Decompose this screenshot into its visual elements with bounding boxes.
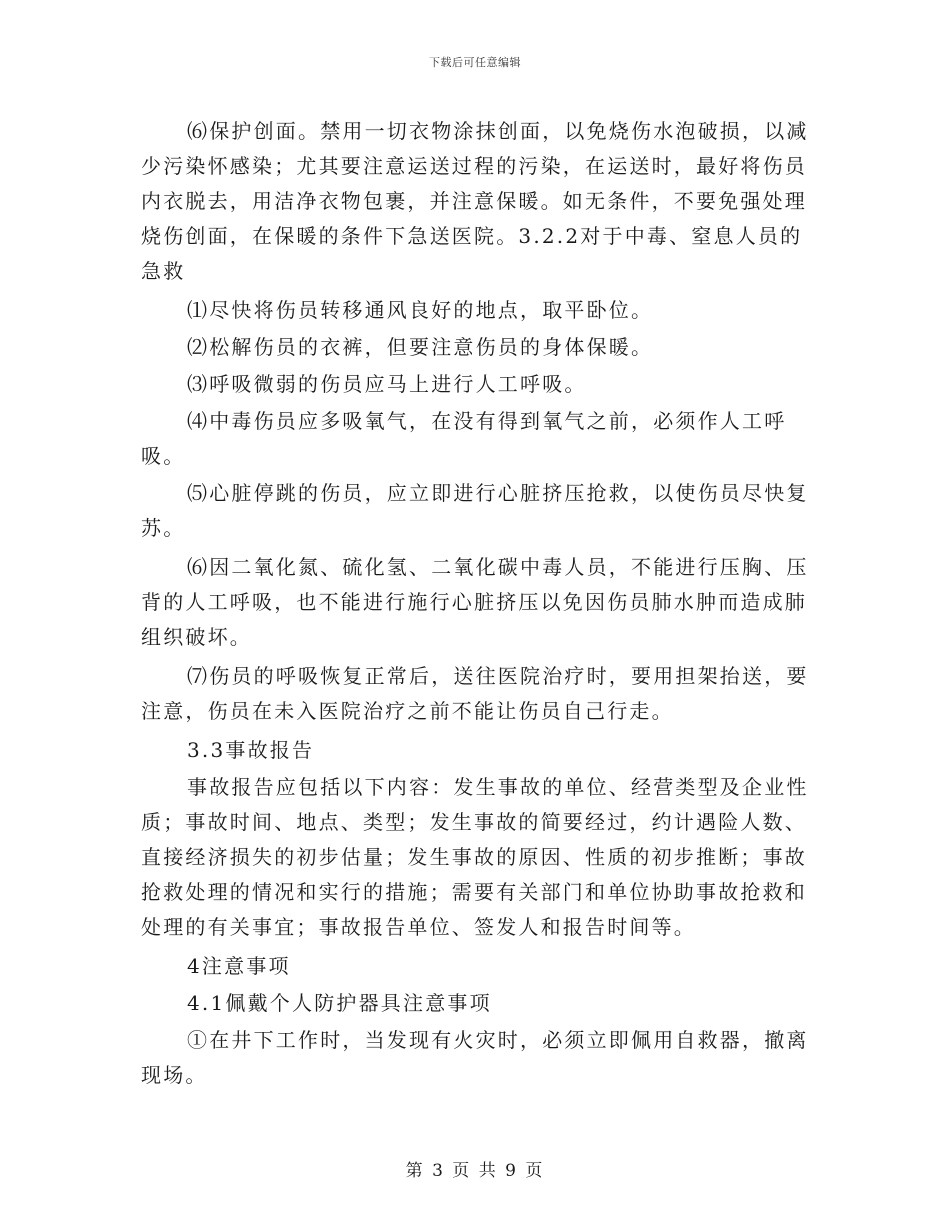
page-header: 下载后可任意编辑: [429, 56, 521, 69]
paragraph-item-4: ⑷中毒伤员应多吸氧气，在没有得到氧气之前，必须作人工呼吸。: [141, 409, 787, 468]
page-number: 第 3 页 共 9 页: [405, 1161, 545, 1181]
paragraph-item-7: ⑺伤员的呼吸恢复正常后，送往医院治疗时，要用担架抬送，要注意，伤员在未入医院治疗之前不能让伤员自己行走。: [141, 664, 809, 723]
paragraph-item-6: ⑹因二氧化氮、硫化氢、二氧化碳中毒人员，不能进行压胸、压背的人工呼吸，也不能进行施行心脏挤压以免因伤员肺水肿而造成肺组织破坏。: [141, 555, 809, 649]
paragraph-item-1: ⑴尽快将伤员转移通风良好的地点，取平卧位。: [187, 298, 654, 322]
paragraph-accident-report: 事故报告应包括以下内容：发生事故的单位、经营类型及企业性质；事故时间、地点、类型；发生事故的简要经过，约计遇险人数、直接经济损失的初步估量；发生事故的原因、性质的初步推断；事故抢救处理的情况和实行的措施；需要有关部门和单位协助事故抢救和处理的有关事宜；事故报告单位、签发人和报告时间等。: [141, 775, 809, 939]
subsection-heading-ppe: 4.1佩戴个人防护器具注意事项: [187, 991, 492, 1015]
paragraph-item-2: ⑵松解伤员的衣裤，但要注意伤员的身体保暖。: [187, 335, 654, 359]
paragraph-ppe-item-1: ①在井下工作时，当发现有火灾时，必须立即佩用自救器，撤离现场。: [141, 1028, 809, 1087]
document-body: [141, 114, 821, 1097]
paragraph-burn-wound-protection: ⑹保护创面。禁用一切衣物涂抹创面，以免烧伤水泡破损，以减少污染怀感染；尤其要注意运送过程的污染，在运送时，最好将伤员内衣脱去，用洁净衣物包裹，并注意保暖。如无条件，不要免强处理烧伤创面，在保暖的条件下急送医院。3.2.2对于中毒、窒息人员的急救: [141, 119, 809, 283]
section-heading-accident-report: 3.3事故报告: [187, 738, 315, 762]
paragraph-item-3: ⑶呼吸微弱的伤员应马上进行人工呼吸。: [187, 372, 587, 396]
paragraph-item-5: ⑸心脏停跳的伤员，应立即进行心脏挤压抢救，以使伤员尽快复苏。: [141, 481, 809, 540]
section-heading-precautions: 4注意事项: [187, 954, 291, 978]
